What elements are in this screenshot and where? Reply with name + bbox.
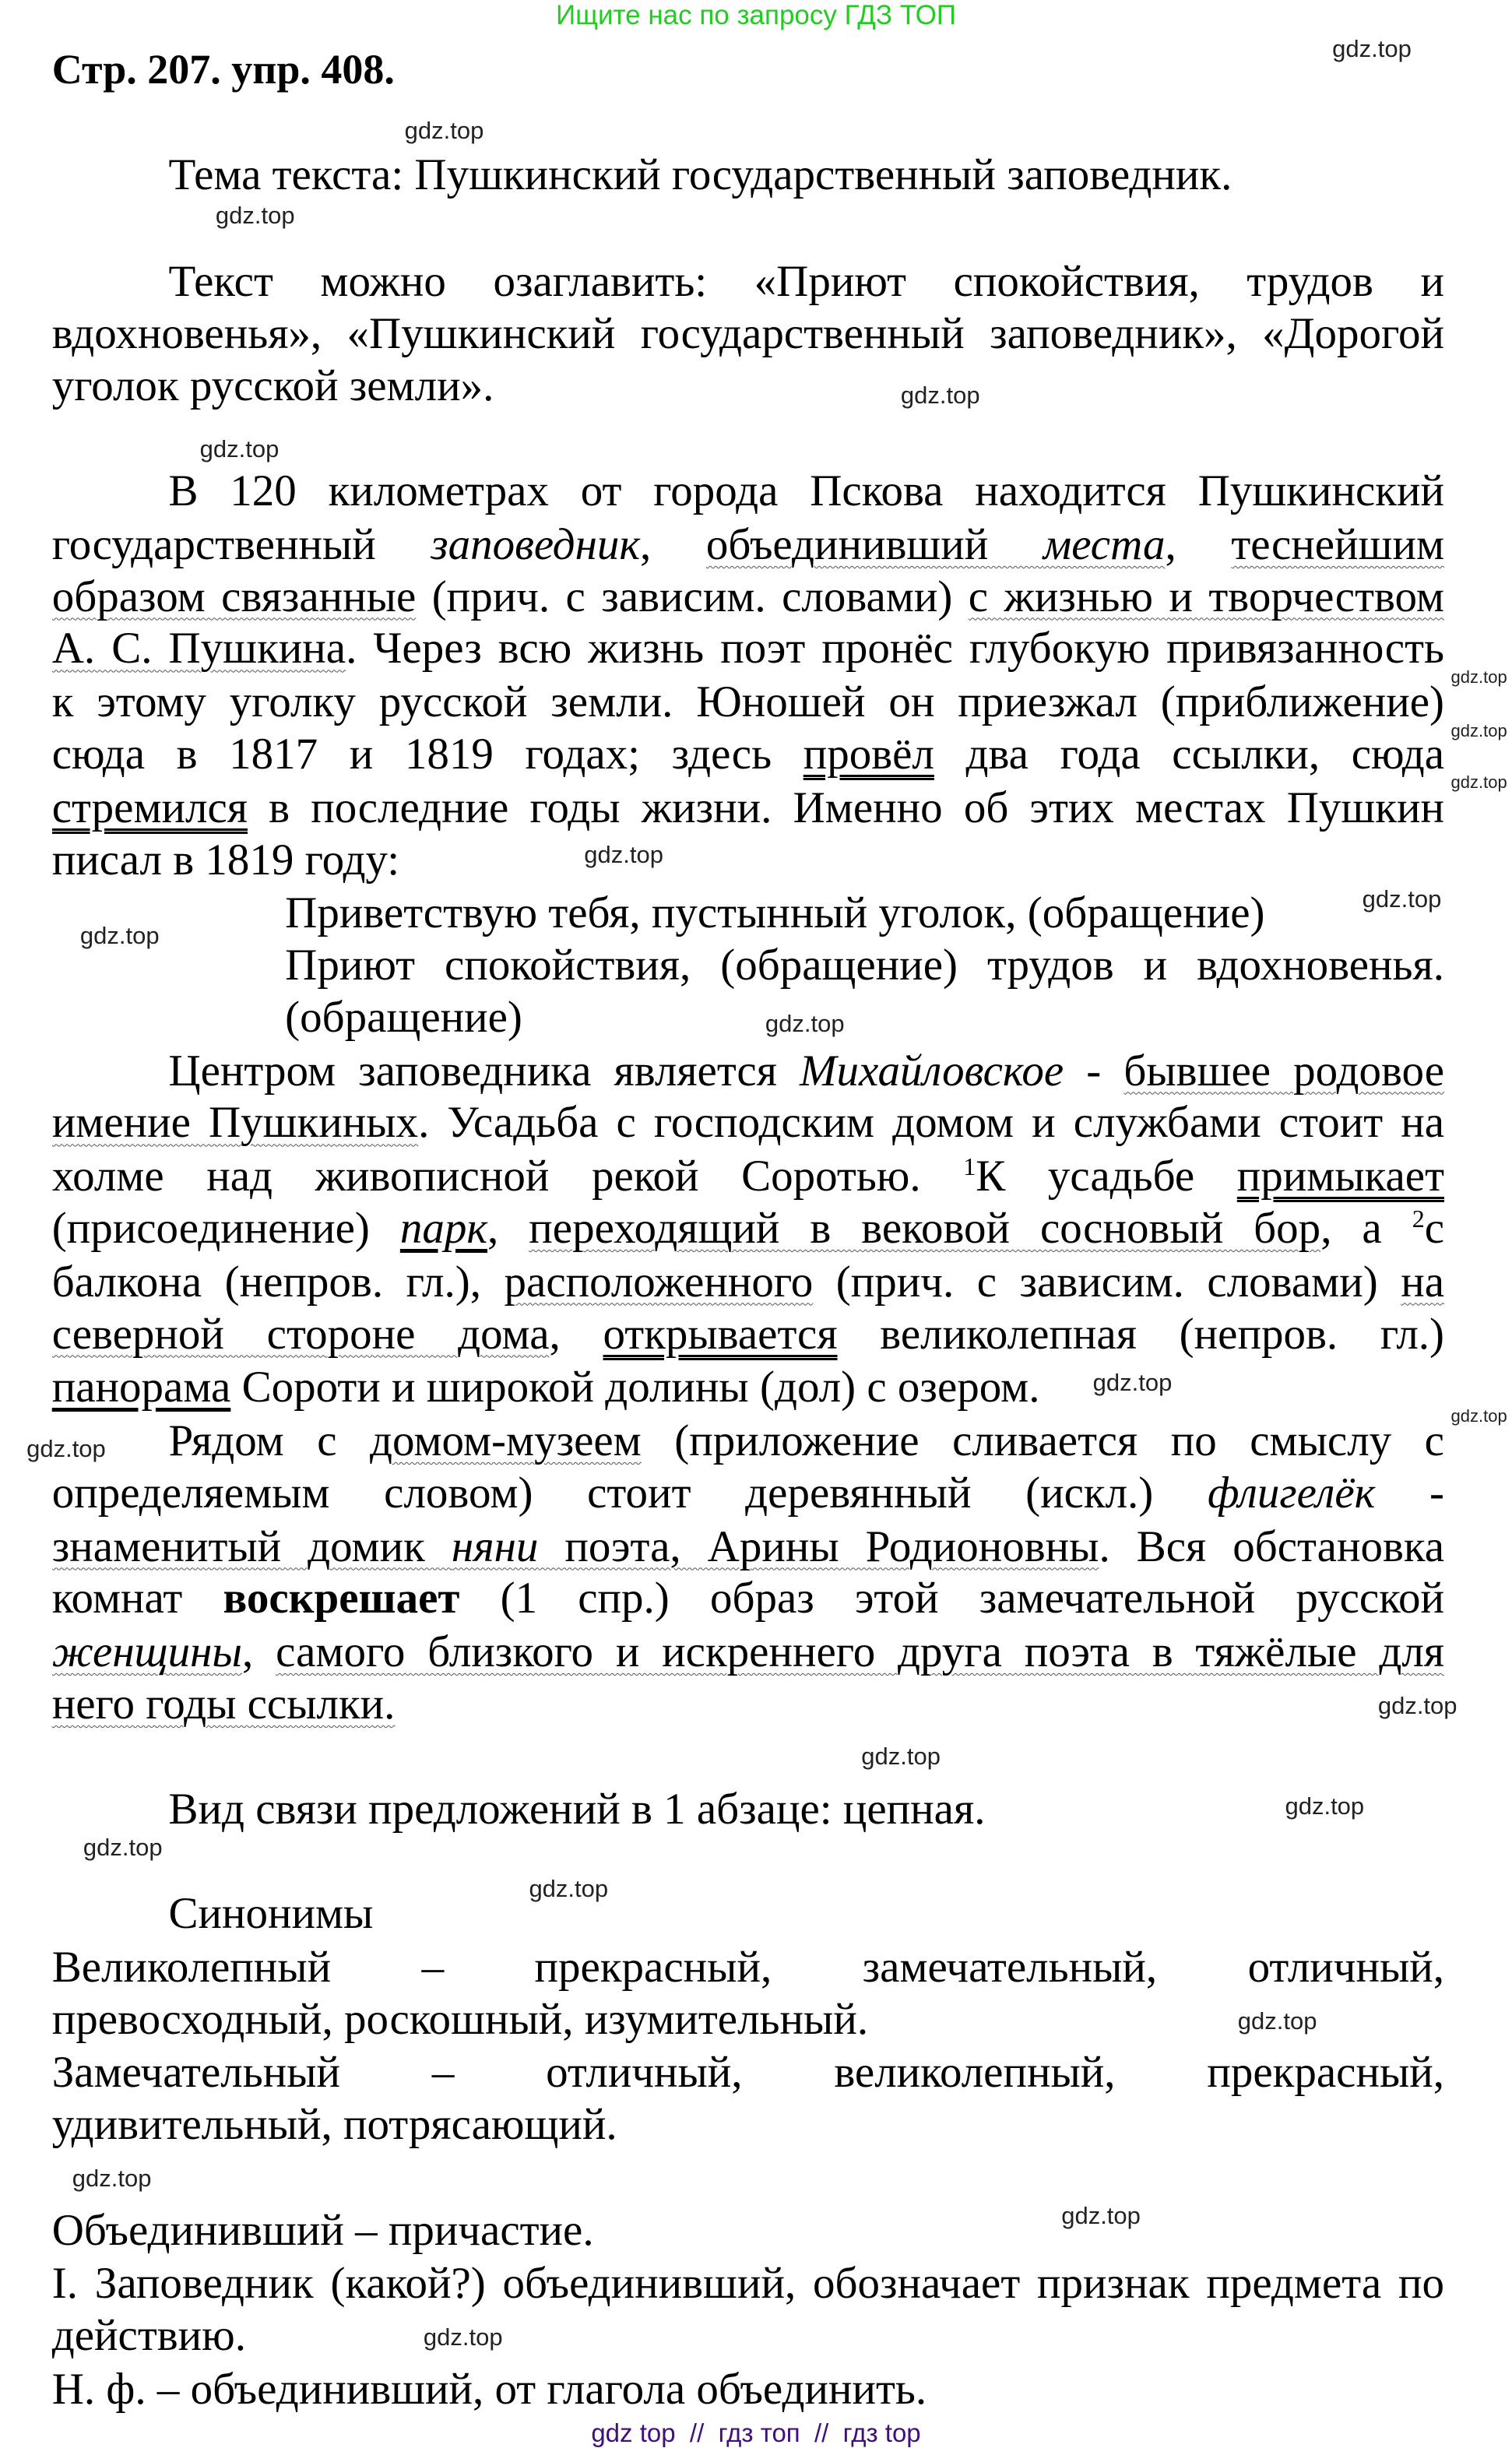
watermark-label: gdz.top <box>1450 1405 1507 1426</box>
text-line <box>52 1361 1040 1414</box>
text-line <box>168 1045 1444 1098</box>
text-line <box>168 1415 1444 1468</box>
text-segment: теснейшим <box>1231 519 1444 569</box>
text-segment: уголок русской земли». <box>51 361 494 410</box>
text-segment: комнат <box>51 1574 223 1623</box>
text-segment: поэта, Арины Родионовны <box>538 1521 1099 1571</box>
text-line <box>168 149 1232 202</box>
watermark-label: gdz.top <box>1362 885 1442 913</box>
text-segment: Стр. 207. упр. 408. <box>51 46 395 93</box>
text-line <box>52 1521 1444 1574</box>
watermark-label: gdz.top <box>1285 1792 1365 1820</box>
text-line <box>52 2257 1444 2310</box>
text-segment: заповедник <box>431 519 641 569</box>
text-segment: самого близкого и искреннего друга поэта в тяжёлые для <box>276 1627 1444 1677</box>
text-line <box>52 1202 1444 1255</box>
watermark-label: gdz.top <box>1092 1369 1173 1397</box>
text-segment: объединивший <box>705 519 1043 569</box>
text-segment: к этому уголку русской земли. Юношей он приезжал (приближение) <box>51 677 1444 727</box>
text-segment: сюда в 1817 и 1819 годах; здесь <box>51 730 803 779</box>
text-segment: . Через всю жизнь поэт пронёс глубокую привязанность <box>346 624 1444 674</box>
text-segment: имение Пушкиных <box>51 1098 419 1148</box>
text-segment: знаменитый домик <box>51 1521 452 1571</box>
text-segment: определяемым словом) стоит деревянный (искл.) <box>51 1468 1208 1518</box>
text-segment: флигелёк <box>1207 1468 1376 1518</box>
text-segment: с жизнью и творчеством <box>968 572 1444 621</box>
text-segment: Великолепный – прекрасный, замечательный, отличный, <box>51 1942 1444 1992</box>
text-segment: , <box>487 1203 529 1253</box>
text-line <box>52 2309 246 2362</box>
text-line <box>168 1887 373 1940</box>
text-segment: няни <box>451 1521 539 1571</box>
watermark-label: gdz.top <box>1237 2007 1317 2035</box>
watermark-label: gdz.top <box>765 1009 845 1037</box>
text-segment: , а <box>1320 1203 1412 1253</box>
text-line <box>52 2204 594 2257</box>
watermark-label: gdz.top <box>72 2164 152 2192</box>
watermark-label: gdz.top <box>1061 2202 1141 2230</box>
text-segment: (обращение) <box>285 992 522 1042</box>
text-segment: Объединивший – причастие. <box>51 2205 594 2255</box>
text-segment: в последние годы жизни. Именно об этих местах Пушкин <box>248 783 1444 832</box>
text-segment: действию. <box>51 2311 247 2361</box>
text-segment: 2 <box>1412 1204 1425 1233</box>
text-segment: Синонимы <box>168 1888 374 1938</box>
text-segment: места <box>1043 519 1166 569</box>
text-line <box>52 1572 1444 1625</box>
text-segment: Вид связи предложений в 1 абзаце: цепная. <box>168 1785 986 1834</box>
text-segment: - <box>1064 1046 1124 1096</box>
watermark-label: gdz.top <box>900 381 980 409</box>
text-segment: превосходный, роскошный, изумительный. <box>51 1994 869 2044</box>
footer-links[interactable]: gdz top // гдз топ // гдз top <box>591 2418 921 2447</box>
text-segment: парк <box>399 1203 488 1253</box>
text-segment: (присоединение) <box>51 1203 400 1253</box>
text-segment: домом-музеем <box>370 1416 642 1466</box>
text-segment: Текст можно озаглавить: «Приют спокойствия, трудов и <box>168 257 1444 307</box>
text-segment: провёл <box>803 730 934 779</box>
text-segment: два года ссылки, сюда <box>934 730 1444 779</box>
text-segment: , <box>1165 519 1232 569</box>
watermark-label: gdz.top <box>1450 720 1507 740</box>
watermark-label: gdz.top <box>529 1874 609 1902</box>
text-segment: воскрешает <box>223 1574 460 1623</box>
text-line <box>52 519 1444 572</box>
text-segment: , <box>640 519 706 569</box>
text-line <box>285 887 1264 940</box>
watermark-label: gdz.top <box>79 921 160 949</box>
text-segment: 1 <box>963 1152 976 1181</box>
text-line <box>285 939 1444 992</box>
text-line <box>52 1678 396 1731</box>
text-line <box>52 1096 1444 1149</box>
text-line <box>52 308 1444 361</box>
text-segment: (прич. с зависим. словами) <box>813 1257 1401 1307</box>
text-line <box>52 2046 1444 2099</box>
text-segment: Н. ф. – объединивший, от глагола объединить. <box>51 2364 927 2414</box>
watermark-label: gdz.top <box>861 1742 941 1770</box>
text-segment: стремился <box>51 783 248 832</box>
watermark-label: gdz.top <box>423 2323 503 2351</box>
text-line <box>52 676 1444 729</box>
text-line <box>52 782 1444 835</box>
text-line <box>52 834 399 887</box>
text-segment: холме над живописной рекой Соротью. <box>51 1152 964 1201</box>
search-hint-banner: Ищите нас по запросу ГДЗ ТОП <box>556 0 956 30</box>
text-segment: на <box>1401 1257 1444 1307</box>
text-line <box>52 1626 1444 1679</box>
text-segment: . Вся обстановка <box>1099 1521 1444 1571</box>
text-segment: расположенного <box>504 1257 814 1307</box>
text-segment: , <box>549 1309 603 1359</box>
text-segment: . Усадьба с господским домом и службами стоит на <box>418 1098 1444 1148</box>
watermark-label: gdz.top <box>26 1435 106 1463</box>
text-segment: образом связанные <box>51 572 417 621</box>
text-line <box>52 360 494 413</box>
text-segment: примыкает <box>1236 1152 1444 1201</box>
watermark-label: gdz.top <box>1450 667 1507 687</box>
text-line <box>52 2098 617 2151</box>
text-segment: Тема текста: Пушкинский государственный заповедник. <box>168 149 1232 199</box>
text-segment: В 120 километрах от города Пскова находится Пушкинский <box>168 466 1444 516</box>
text-line <box>168 255 1444 308</box>
text-segment: К усадьбе <box>976 1152 1237 1201</box>
text-line <box>168 1783 985 1836</box>
text-segment: бывшее родовое <box>1123 1046 1444 1096</box>
text-segment: Приветствую тебя, пустынный уголок, (обращение) <box>285 888 1265 938</box>
text-line <box>52 1150 1444 1203</box>
watermark-label: gdz.top <box>404 116 484 144</box>
text-segment: (1 спр.) образ этой замечательной русской <box>459 1574 1444 1623</box>
text-segment: - <box>1375 1468 1444 1518</box>
text-line <box>52 1941 1444 1994</box>
text-line <box>52 728 1444 781</box>
text-segment: него годы ссылки. <box>51 1679 396 1729</box>
watermark-label: gdz.top <box>215 202 295 230</box>
text-segment: писал в 1819 году: <box>51 835 400 885</box>
text-segment: , <box>242 1627 276 1677</box>
text-segment: I. Заповедник (какой?) объединивший, обозначает признак предмета по <box>51 2259 1444 2309</box>
text-line <box>52 622 1444 675</box>
text-segment: А. С. Пушкина <box>51 624 346 674</box>
text-segment: (прич. с зависим. словами) <box>416 572 969 621</box>
watermark-label: gdz.top <box>83 1833 163 1861</box>
text-segment: Рядом с <box>168 1416 371 1466</box>
text-segment: великолепная (непров. гл.) <box>837 1309 1444 1359</box>
text-segment: Замечательный – отличный, великолепный, прекрасный, <box>51 2048 1444 2098</box>
text-segment: Михайловское <box>800 1046 1064 1096</box>
text-segment: балкона (непров. гл.), <box>51 1257 505 1307</box>
text-line <box>52 1993 868 2046</box>
page-title <box>52 43 395 96</box>
text-segment: Центром заповедника является <box>168 1046 800 1096</box>
text-line <box>52 571 1444 624</box>
text-segment: удивительный, потрясающий. <box>51 2100 617 2150</box>
watermark-label: gdz.top <box>1332 34 1412 62</box>
watermark-label: gdz.top <box>199 434 280 463</box>
text-segment: переходящий в вековой сосновый бор <box>529 1203 1321 1253</box>
text-segment: с <box>1424 1203 1444 1253</box>
text-line <box>168 465 1444 518</box>
text-segment: Сороти и широкой долины (дол) с озером. <box>230 1363 1040 1412</box>
text-segment: открывается <box>603 1309 838 1359</box>
text-line <box>285 991 522 1044</box>
text-line <box>52 2363 927 2416</box>
text-segment: Приют спокойствия, (обращение) трудов и вдохновенья. <box>285 941 1444 990</box>
text-line <box>52 1467 1444 1520</box>
watermark-label: gdz.top <box>1450 772 1507 793</box>
text-line <box>52 1308 1444 1361</box>
text-segment: (приложение сливается по смыслу с <box>641 1416 1444 1466</box>
text-segment: государственный <box>51 519 431 569</box>
text-segment: северной стороне дома <box>51 1309 550 1359</box>
text-segment: панорама <box>51 1363 231 1412</box>
watermark-label: gdz.top <box>1377 1691 1457 1719</box>
text-segment: вдохновенья», «Пушкинский государственный заповедник», «Дорогой <box>51 308 1444 358</box>
text-line <box>52 1256 1444 1309</box>
watermark-label: gdz.top <box>584 841 663 869</box>
text-segment: женщины <box>51 1627 243 1677</box>
